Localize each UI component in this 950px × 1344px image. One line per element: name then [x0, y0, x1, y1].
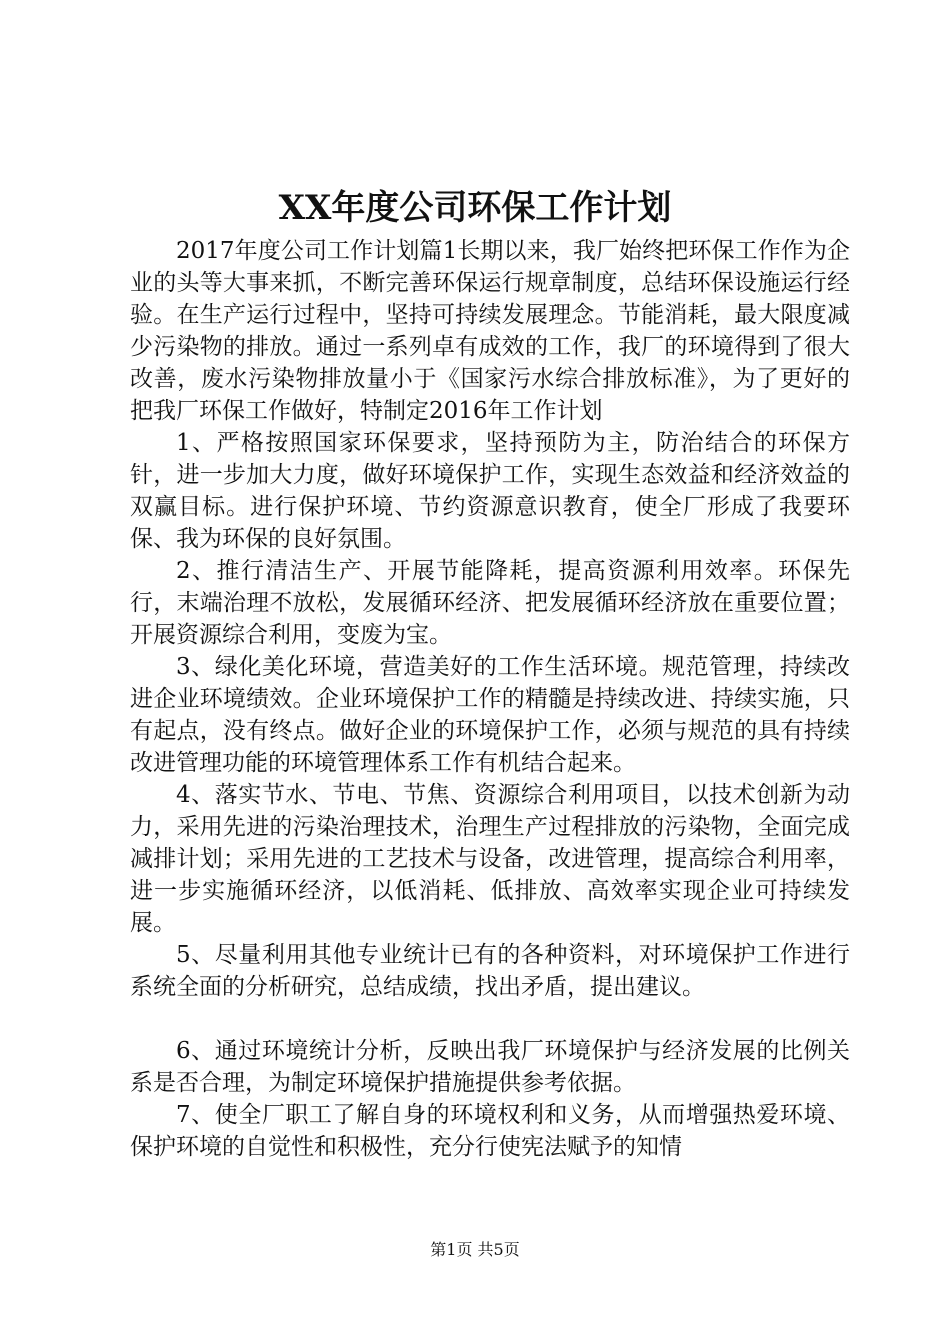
paragraph-item-5: 5、尽量利用其他专业统计已有的各种资料，对环境保护工作进行系统全面的分析研究，总结成绩，找出矛盾，提出建议。 — [130, 942, 850, 1000]
page-footer: 第1页 共5页 — [430, 1240, 520, 1259]
document-title: XX年度公司环保工作计划 — [278, 188, 672, 228]
paragraph-item-3: 3、绿化美化环境，营造美好的工作生活环境。规范管理，持续改进企业环境绩效。企业环境保护工作的精髓是持续改进、持续实施，只有起点，没有终点。做好企业的环境保护工作，必须与规范的具有持续改进管理功能的环境管理体系工作有机结合起来。 — [130, 654, 850, 776]
paragraph-intro: 2017年度公司工作计划篇1长期以来，我厂始终把环保工作作为企业的头等大事来抓，不断完善环保运行规章制度，总结环保设施运行经验。在生产运行过程中，坚持可持续发展理念。节能消耗，最大限度减少污染物的排放。通过一系列卓有成效的工作，我厂的环境得到了很大改善，废水污染物排放量小于《国家污水综合排放标准》，为了更好的把我厂环保工作做好，特制定2016年工作计划 — [130, 238, 850, 424]
paragraph-item-1: 1、严格按照国家环保要求，坚持预防为主，防治结合的环保方针，进一步加大力度，做好环境保护工作，实现生态效益和经济效益的双赢目标。进行保护环境、节约资源意识教育，使全厂形成了我要环保、我为环保的良好氛围。 — [130, 430, 850, 552]
paragraph-gap — [130, 1003, 850, 1035]
paragraph-item-4: 4、落实节水、节电、节焦、资源综合利用项目，以技术创新为动力，采用先进的污染治理技术，治理生产过程排放的污染物，全面完成减排计划；采用先进的工艺技术与设备，改进管理，提高综合利用率，进一步实施循环经济，以低消耗、低排放、高效率实现企业可持续发展。 — [130, 782, 850, 936]
paragraph-item-7: 7、使全厂职工了解自身的环境权利和义务，从而增强热爱环境、保护环境的自觉性和积极性，充分行使宪法赋予的知情 — [130, 1102, 850, 1160]
paragraph-item-2: 2、推行清洁生产、开展节能降耗，提高资源利用效率。环保先行，末端治理不放松，发展循环经济、把发展循环经济放在重要位置；开展资源综合利用，变废为宝。 — [130, 558, 850, 648]
paragraph-item-6: 6、通过环境统计分析，反映出我厂环境保护与经济发展的比例关系是否合理，为制定环境保护措施提供参考依据。 — [130, 1038, 850, 1096]
document-body — [130, 235, 850, 1163]
